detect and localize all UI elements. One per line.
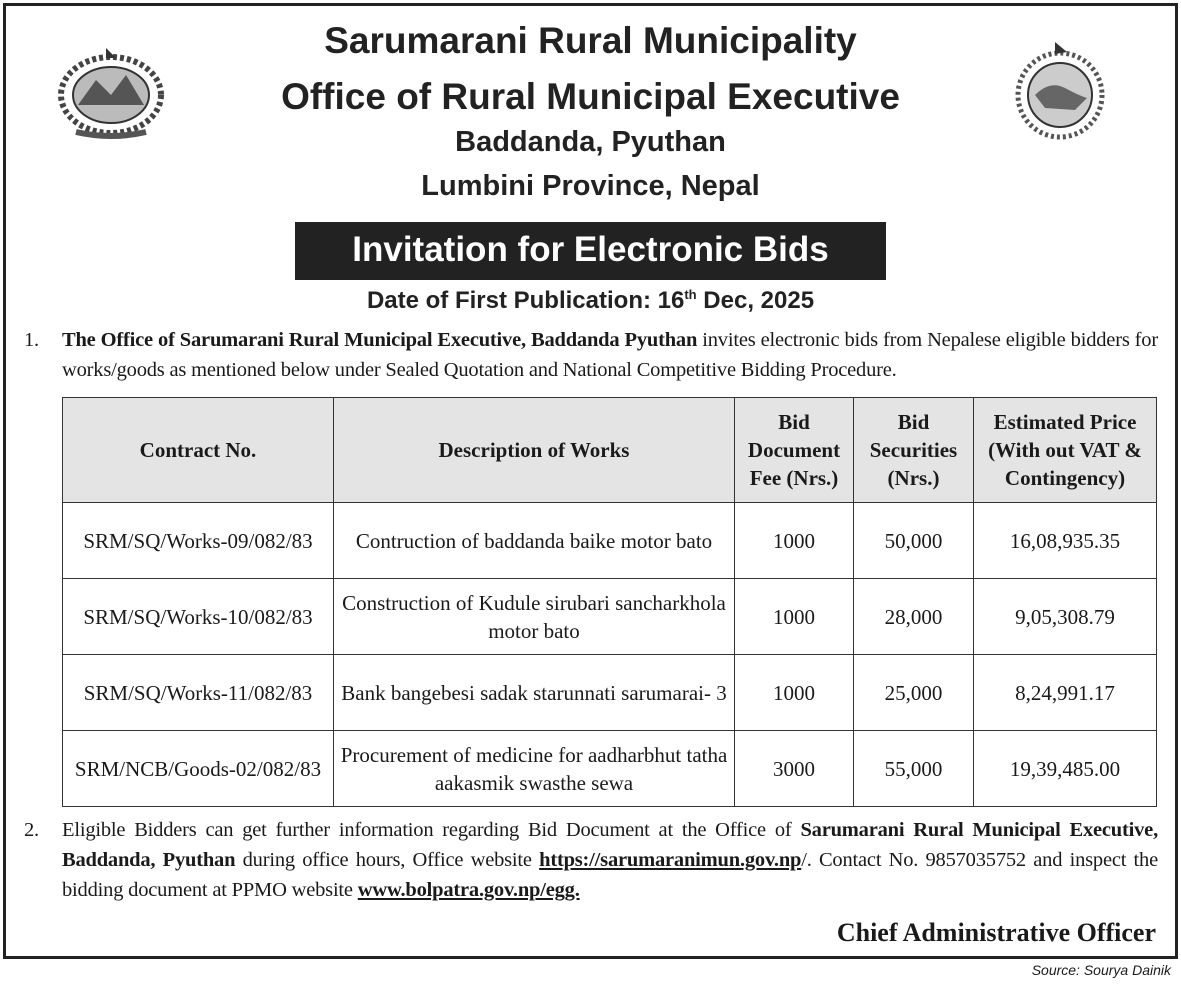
table-row [63,731,1157,807]
notice-title-banner: Invitation for Electronic Bids [295,222,886,280]
pub-date-sup: th [684,287,697,302]
para-bold: The Office of Sarumarani Rural Municipal Executive, Baddanda Pyuthan [62,329,698,351]
office-website-link[interactable]: https://sarumaranimun.gov.np [539,849,802,871]
para-text: during office hours, Office website [235,849,540,871]
cell-contract-no: SRM/SQ/Works-10/082/83 [63,579,334,655]
col-doc-fee: Bid Document Fee (Nrs.) [735,398,854,503]
cell-securities: 28,000 [854,579,974,655]
cell-securities: 55,000 [854,731,974,807]
para-text: /. Contact No. 9857035752 and inspect the bidding document at PPMO website [62,849,1158,901]
cell-estimated-price: 19,39,485.00 [974,731,1157,807]
table-header-row [63,398,1157,503]
col-securities: Bid Securities (Nrs.) [854,398,974,503]
cell-contract-no: SRM/NCB/Goods-02/082/83 [63,731,334,807]
pub-date-label: Date of First Publication: 16 [366,287,685,314]
cell-description: Construction of Kudule sirubari sancharkhola motor bato [334,579,735,655]
para-text: invites electronic bids from Nepalese eligible bidders for works/goods as mentioned below under Sealed Quotation and National Competitive Bidding Procedure. [62,329,1158,381]
publication-date [0,287,1181,315]
cell-securities: 25,000 [854,655,974,731]
cell-doc-fee: 1000 [735,655,854,731]
para-text: Eligible Bidders can get further information regarding Bid Document at the Office of [62,819,801,841]
cell-doc-fee: 1000 [735,579,854,655]
cell-contract-no: SRM/SQ/Works-11/082/83 [63,655,334,731]
table-row [63,579,1157,655]
cell-securities: 50,000 [854,503,974,579]
cell-estimated-price: 8,24,991.17 [974,655,1157,731]
cell-estimated-price: 16,08,935.35 [974,503,1157,579]
table-row [63,655,1157,731]
para-number: 2. [24,819,39,841]
cell-doc-fee: 1000 [735,503,854,579]
office-location: Baddanda, Pyuthan [455,126,726,158]
paragraph-2 [24,815,1158,905]
table-row [63,503,1157,579]
cell-estimated-price: 9,05,308.79 [974,579,1157,655]
office-name: Office of Rural Municipal Executive [281,76,900,117]
cell-description: Contruction of baddanda baike motor bato [334,503,735,579]
col-contract-no: Contract No. [63,398,334,503]
cell-doc-fee: 3000 [735,731,854,807]
cell-description: Procurement of medicine for aadharbhut tatha aakasmik swasthe sewa [334,731,735,807]
province: Lumbini Province, Nepal [421,170,760,202]
municipality-name: Sarumarani Rural Municipality [324,20,857,61]
paragraph-1 [24,325,1158,385]
pub-date-rest: Dec, 2025 [696,287,815,314]
para-number: 1. [24,329,39,351]
ppmo-website-link[interactable]: www.bolpatra.gov.np/egg. [357,879,580,901]
signature-title: Chief Administrative Officer [836,918,1156,947]
bids-table [62,397,1157,807]
col-estimated-price: Estimated Price (With out VAT & Contingency) [974,398,1157,503]
source-credit: Source: Sourya Dainik [1031,962,1171,978]
cell-contract-no: SRM/SQ/Works-09/082/83 [63,503,334,579]
col-description: Description of Works [334,398,735,503]
para-bold: Sarumarani Rural Municipal Executive, Baddanda, Pyuthan [62,819,1159,871]
cell-description: Bank bangebesi sadak starunnati sarumarai- 3 [334,655,735,731]
